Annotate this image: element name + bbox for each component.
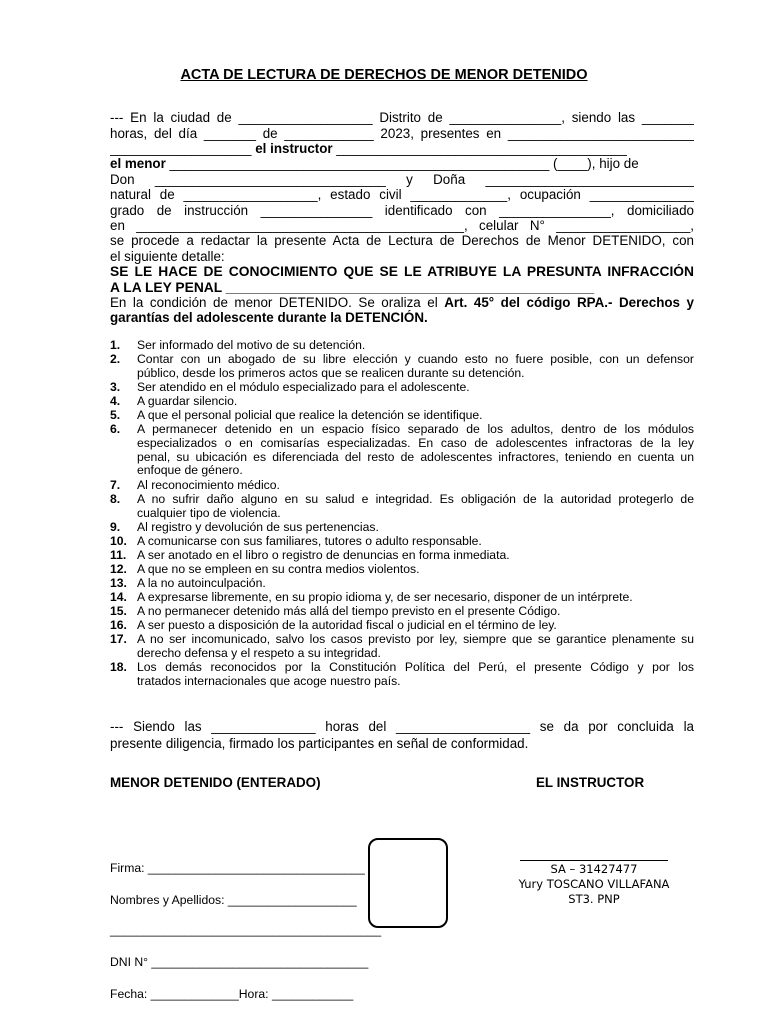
right-text-line: A guardar silencio.	[137, 394, 238, 408]
right-number: 7.	[110, 478, 121, 492]
domicilio-line: en ____________________________________________, celular N° __________________,	[110, 218, 694, 233]
right-text-line: Al reconocimiento médico.	[137, 478, 280, 492]
right-number: 2.	[110, 352, 121, 366]
right-text-line: A no sufrir daño alguno en su salud e integridad. Es obligación de la autoridad protegerlo de	[137, 492, 694, 506]
right-number: 4.	[110, 394, 121, 408]
right-text	[137, 479, 694, 493]
right-text-line: A no permanecer detenido más allá del tiempo previsto en el presente Código.	[137, 604, 561, 618]
condicion-article: Art. 45° del código RPA.- Derechos y	[444, 295, 694, 310]
right-text	[137, 521, 694, 535]
right-text-line: cualquier tipo de violencia.	[137, 505, 281, 520]
right-text	[137, 353, 694, 381]
right-text-line: Contar con un abogado de su libre elección y cuando esto no fuere posible, con un defensor	[137, 352, 694, 366]
right-text-line: A que no se empleen en su contra medios violentos.	[137, 562, 420, 576]
closing-line-1: --- Siendo las ______________ horas del __________________ se da por concluida la	[110, 719, 694, 734]
right-text	[137, 395, 694, 409]
right-text-line: tratados internacionales que acoge nuestro país.	[137, 673, 401, 688]
right-number: 18.	[110, 660, 127, 674]
right-text-line: A que el personal policial que realice la detención se identifique.	[137, 408, 483, 422]
right-text-line: A expresarse libremente, en su propio idioma y, de ser necesario, disponer de un intérprete.	[137, 590, 633, 604]
right-text	[137, 577, 694, 591]
menor-label: el menor	[110, 156, 166, 171]
right-number: 15.	[110, 604, 127, 618]
right-number: 3.	[110, 380, 121, 394]
right-text	[137, 563, 694, 577]
right-text	[137, 535, 694, 549]
signature-rule	[520, 860, 668, 861]
right-number: 11.	[110, 548, 127, 562]
menor-signature-block	[110, 842, 381, 1022]
condicion-line-2: garantías del adolescente durante la DETENCIÓN.	[110, 310, 428, 325]
right-text-line: Al registro y devolución de sus pertenencias.	[137, 520, 379, 534]
right-text-line: A ser puesto a disposición de la autoridad fiscal o judicial en el término de ley.	[137, 618, 557, 632]
nombres-field: Nombres y Apellidos: ___________________	[110, 892, 357, 907]
right-text	[137, 591, 694, 605]
right-text	[137, 633, 694, 661]
conocimiento-line-2: A LA LEY PENAL ________________________________________________	[110, 280, 595, 295]
right-text	[137, 661, 694, 689]
instructor-code: SA – 31427477	[550, 862, 638, 876]
document-title: ACTA DE LECTURA DE DERECHOS DE MENOR DETENIDO	[180, 67, 588, 83]
intro-line-1: --- En la ciudad de __________________ Distrito de _______________, siendo las _______	[110, 110, 694, 125]
right-text-line: público, desde los primeros actos que se realicen durante su detención.	[137, 365, 525, 380]
right-text-line: A no ser incomunicado, salvo los casos previsto por ley, siempre que se garantice plenamente su	[137, 632, 694, 646]
right-number: 10.	[110, 534, 127, 548]
right-text	[137, 339, 694, 353]
right-text-line: derecho defensa y el respeto a su integridad.	[137, 645, 381, 660]
natural-line: natural de __________________, estado civil _____________, ocupación ______________	[110, 187, 694, 202]
instructor-line-rest: _______________________________________	[332, 141, 627, 156]
right-text-line: A la no autoinculpación.	[137, 576, 266, 590]
right-text	[137, 549, 694, 563]
menor-line	[110, 156, 694, 172]
right-text	[137, 409, 694, 423]
right-number: 5.	[110, 408, 121, 422]
parents-line: Don _______________________________ y Doña ____________________________	[110, 172, 694, 187]
right-number: 16.	[110, 618, 127, 632]
instructor-line	[110, 141, 694, 157]
right-text-line: Ser informado del motivo de su detención.	[137, 338, 366, 352]
right-text	[137, 605, 694, 619]
instructor-label: el instructor	[255, 141, 333, 156]
right-number: 17.	[110, 632, 127, 646]
right-text-line: Los demás reconocidos por la Constitución Política del Perú, el presente Código y por los	[137, 660, 694, 674]
instructor-heading: EL INSTRUCTOR	[536, 775, 645, 790]
right-text-line: Ser atendido en el módulo especializado para el adolescente.	[137, 380, 470, 394]
intro-line-2: horas, del día _______ de ____________ 2023, presentes en _________________________	[110, 126, 694, 141]
instructor-signature-block	[492, 860, 696, 907]
menor-heading: MENOR DETENIDO (ENTERADO)	[110, 775, 321, 790]
instructor-rank: ST3. PNP	[568, 892, 620, 906]
intro-line-3: ___________________	[110, 141, 252, 156]
grado-line: grado de instrucción _______________ identificado con _______________, domiciliado	[110, 203, 694, 218]
menor-line-rest: ___________________________________________________ (____), hijo de	[165, 156, 639, 171]
conocimiento-line-1: SE LE HACE DE CONOCIMIENTO QUE SE LE ATRIBUYE LA PRESUNTA INFRACCIÓN	[110, 264, 694, 279]
instructor-name: Yury TOSCANO VILLAFANA	[518, 877, 670, 891]
fecha-hora-field: Fecha: _____________Hora: ____________	[110, 987, 354, 1002]
blank-field: ________________________________________	[110, 922, 382, 937]
right-number: 13.	[110, 576, 127, 590]
right-number: 14.	[110, 590, 127, 604]
right-text	[137, 381, 694, 395]
right-text-line: A permanecer detenido en un espacio físico separado de los adultos, dentro de los módulos	[137, 422, 694, 436]
procede-line-2: el siguiente detalle:	[110, 249, 225, 264]
fingerprint-box	[368, 838, 448, 928]
right-number: 6.	[110, 422, 121, 436]
dni-field: DNI N° ________________________________	[110, 955, 369, 970]
right-text-line: A ser anotado en el libro o registro de denuncias en forma inmediata.	[137, 548, 510, 562]
right-number: 12.	[110, 562, 127, 576]
right-number: 8.	[110, 492, 121, 506]
closing-line-2: presente diligencia, firmado los participantes en señal de conformidad.	[110, 736, 529, 751]
right-number: 9.	[110, 520, 121, 534]
firma-field: Firma: ________________________________	[110, 860, 365, 875]
right-text-line: especializados o en comisarías especializadas. En caso de adolescentes infractoras de la ley	[137, 435, 694, 450]
right-text	[137, 423, 694, 478]
right-text	[137, 619, 694, 633]
right-text-line: enfoque de género.	[137, 463, 243, 478]
right-text-line: penal, su ubicación es diferenciada del resto de adolescentes infractores, teniendo en cuenta un	[137, 449, 694, 464]
right-number: 1.	[110, 338, 121, 352]
condicion-text: En la condición de menor DETENIDO. Se oraliza el	[110, 295, 445, 310]
right-text	[137, 493, 694, 521]
right-text-line: A comunicarse con sus familiares, tutores o adulto responsable.	[137, 534, 482, 548]
condicion-line-1	[110, 295, 694, 311]
procede-line-1: se procede a redactar la presente Acta de Lectura de Derechos de Menor DETENIDO, con	[110, 233, 694, 248]
